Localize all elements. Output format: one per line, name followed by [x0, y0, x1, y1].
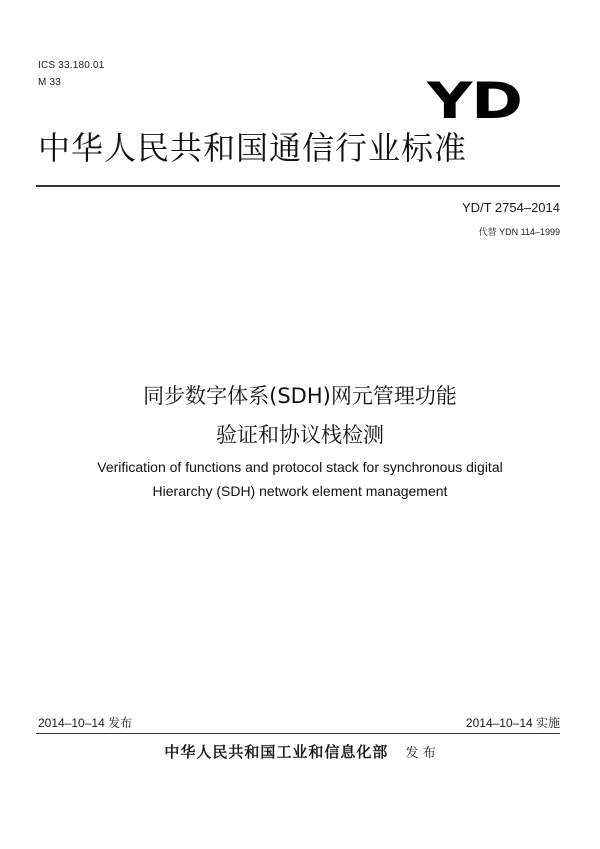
standard-type-title: 中华人民共和国通信行业标准 [38, 129, 468, 167]
english-title-line1: Verification of functions and protocol stack for synchronous digital [97, 459, 503, 475]
header-divider [36, 185, 560, 187]
issuing-organization: 中华人民共和国工业和信息化部 [164, 743, 389, 761]
issue-date: 2014–10–14 发布 [38, 716, 133, 730]
footer-divider [36, 733, 560, 734]
chinese-title-line2: 验证和协议栈检测 [216, 423, 384, 447]
chinese-title-line1: 同步数字体系(SDH)网元管理功能 [143, 384, 457, 408]
standard-number: YD/T 2754–2014 [461, 200, 560, 215]
ccs-code: M 33 [38, 77, 62, 88]
implementation-date: 2014–10–14 实施 [465, 716, 560, 730]
issue-action: 发 布 [405, 746, 436, 761]
ics-code: ICS 33.180.01 [38, 60, 105, 71]
yd-logo: YD [427, 72, 522, 130]
english-title-line2: Hierarchy (SDH) network element management [152, 483, 448, 499]
issuer-line [0, 741, 600, 762]
replaces-standard: 代替 YDN 114–1999 [478, 227, 560, 237]
